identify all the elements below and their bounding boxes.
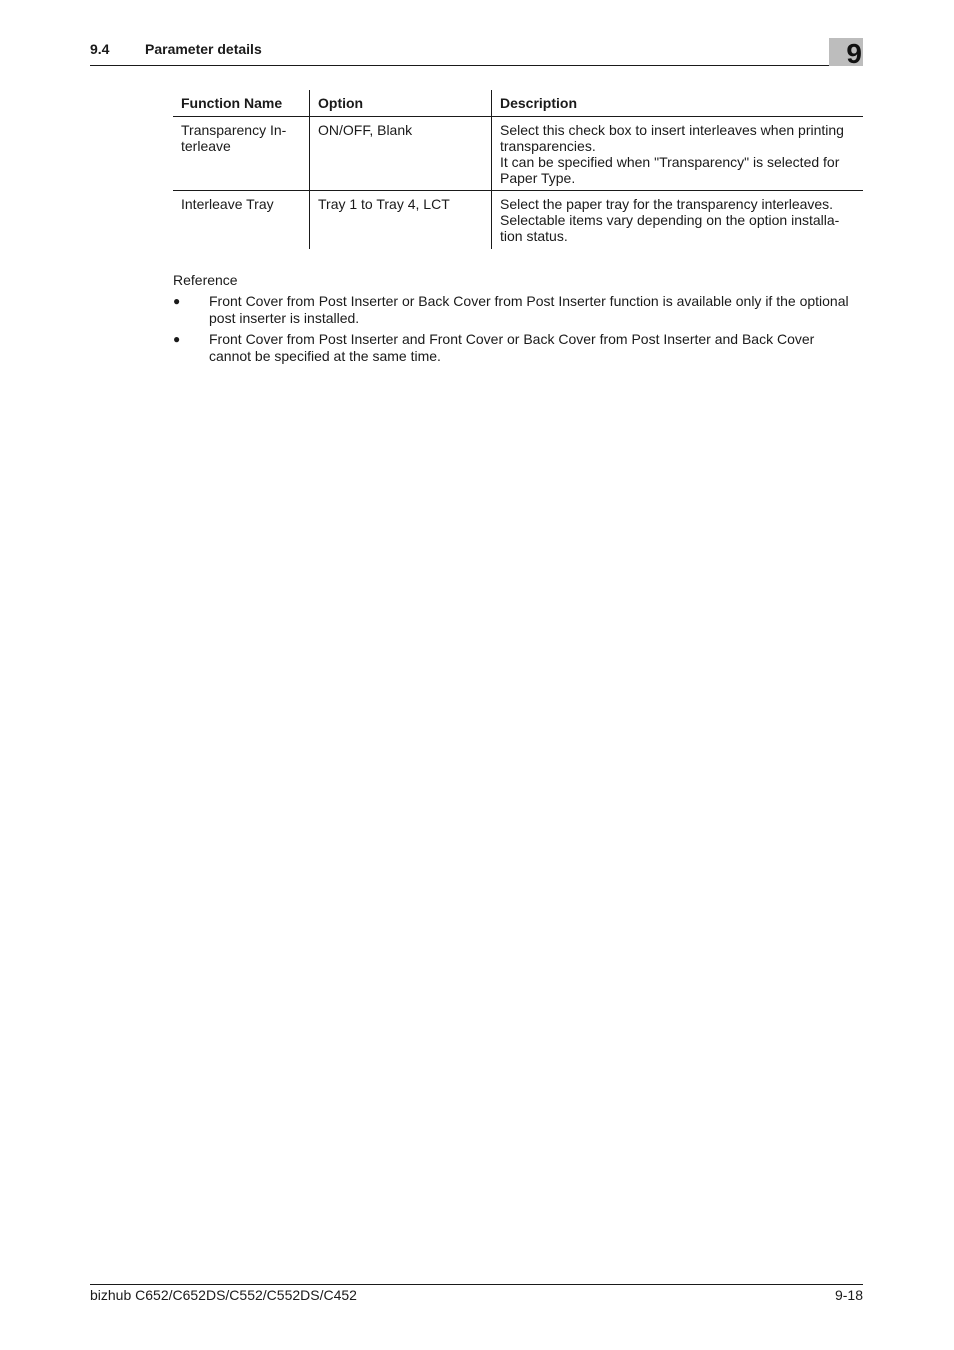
cell-text-line: Selectable items vary depending on the option installa- (500, 212, 840, 228)
section-title: Parameter details (145, 41, 262, 57)
footer-page-number: 9-18 (834, 1287, 863, 1303)
table-header-row (173, 90, 863, 117)
cell-text-line: Select the paper tray for the transparency interleaves. (500, 196, 834, 212)
cell-text-line: Transparency In- (181, 122, 287, 138)
cell-description (492, 191, 864, 250)
header-option: Option (310, 90, 492, 117)
cell-function-name (173, 117, 310, 191)
page-footer (90, 1284, 863, 1303)
table-row (173, 191, 863, 250)
cell-text-line: Paper Type. (500, 170, 576, 186)
chapter-tab (829, 38, 863, 69)
cell-text-line: transparencies. (500, 138, 596, 154)
cell-text-line: Select this check box to insert interleaves when printing (500, 122, 844, 138)
list-item (173, 331, 863, 365)
chapter-number: 9 (846, 38, 862, 69)
table-row (173, 117, 863, 191)
cell-function-name (173, 191, 310, 250)
list-item-text: Front Cover from Post Inserter and Front Cover or Back Cover from Post Inserter and Back Cover (209, 331, 815, 347)
bullet-icon: ● (173, 294, 181, 308)
cell-text-line: terleave (181, 138, 231, 154)
footer-model: bizhub C652/C652DS/C552/C552DS/C452 (90, 1287, 357, 1303)
parameter-table (173, 90, 863, 249)
cell-description (492, 117, 864, 191)
header-function-name: Function Name (173, 90, 310, 117)
header-description: Description (492, 90, 864, 117)
list-item-text: Front Cover from Post Inserter or Back Cover from Post Inserter function is available only if the optional (209, 293, 849, 309)
reference-label: Reference (173, 272, 238, 288)
list-item-text: post inserter is installed. (209, 310, 360, 326)
list-item-text: cannot be specified at the same time. (209, 348, 441, 364)
cell-text-line: It can be specified when "Transparency" is selected for (500, 154, 840, 170)
list-item (173, 293, 863, 327)
page-header (90, 38, 863, 69)
reference-list (173, 293, 863, 369)
cell-text-line: tion status. (500, 228, 568, 244)
cell-option: ON/OFF, Blank (310, 117, 492, 191)
cell-text-line: Interleave Tray (181, 196, 274, 212)
section-number: 9.4 (90, 41, 110, 57)
bullet-icon: ● (173, 332, 181, 346)
cell-option: Tray 1 to Tray 4, LCT (310, 191, 492, 250)
